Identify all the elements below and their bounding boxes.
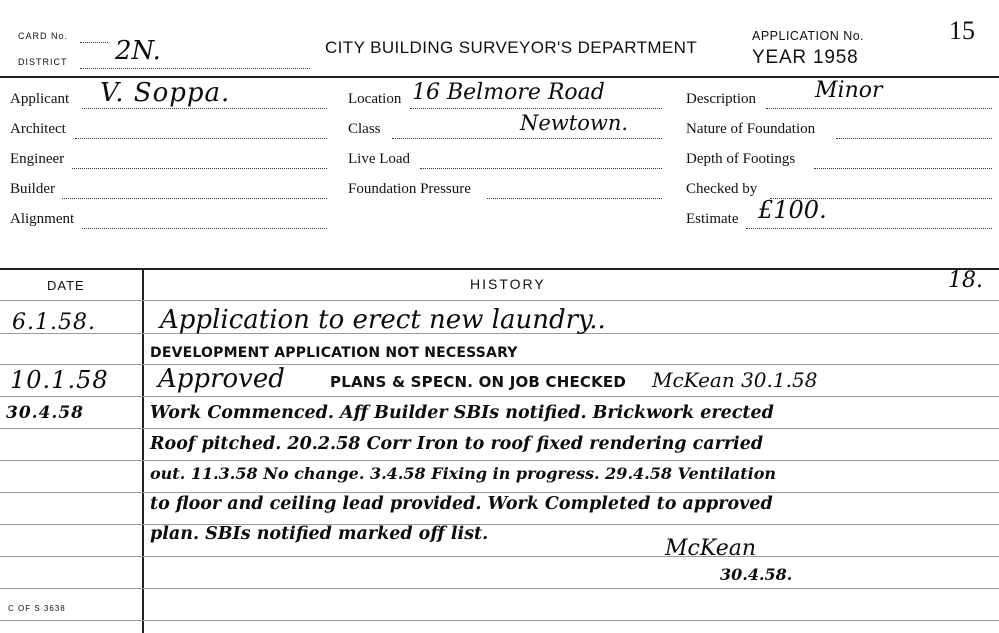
checked-by-label: Checked by	[686, 181, 758, 197]
live-load-line	[420, 168, 662, 169]
alignment-line	[82, 228, 327, 229]
history-entry: Approved	[158, 364, 285, 394]
history-date: 10.1.58	[10, 366, 109, 394]
history-top-rule	[0, 268, 999, 270]
history-entry: out. 11.3.58 No change. 3.4.58 Fixing in progress. 29.4.58 Ventilation	[150, 464, 776, 483]
final-date: 30.4.58.	[720, 565, 793, 584]
form-code: C OF S 3638	[8, 604, 66, 613]
history-date: 30.4.58	[6, 403, 84, 423]
ruled-line	[0, 492, 999, 493]
ruled-line	[0, 396, 999, 397]
history-date: 6.1.58.	[12, 310, 96, 335]
history-header-line	[0, 300, 999, 301]
history-entry: Work Commenced. Aff Builder SBIs notified. Brickwork erected	[150, 403, 774, 423]
foundation-pressure-label: Foundation Pressure	[348, 181, 471, 197]
location-label: Location	[348, 91, 402, 107]
class-value: Newtown.	[520, 111, 629, 135]
depth-of-footings-label: Depth of Footings	[686, 151, 796, 167]
applicant-line	[82, 108, 327, 109]
depth-line	[814, 168, 992, 169]
location-line	[410, 108, 662, 109]
history-entry: to floor and ceiling lead provided. Work Completed to approved	[150, 494, 773, 514]
alignment-label: Alignment	[10, 211, 75, 227]
plans-checked-stamp: PLANS & SPECN. ON JOB CHECKED	[330, 373, 627, 391]
date-column-divider	[142, 268, 144, 633]
date-header: DATE	[47, 278, 85, 293]
history-header: HISTORY	[470, 276, 546, 292]
estimate-label: Estimate	[686, 211, 739, 227]
nature-of-foundation-label: Nature of Foundation	[686, 121, 816, 137]
foundation-pressure-line	[487, 198, 662, 199]
district-line	[80, 68, 310, 69]
ruled-line	[0, 428, 999, 429]
class-label: Class	[348, 121, 381, 137]
architect-label: Architect	[10, 121, 66, 137]
card-number: 15	[949, 16, 975, 45]
ruled-line	[0, 620, 999, 621]
card-no-label: CARD No.	[18, 31, 69, 41]
applicant-label: Applicant	[10, 91, 70, 107]
description-value: Minor	[815, 78, 883, 103]
card-no-line	[80, 42, 108, 43]
district-value: 2N.	[115, 36, 161, 66]
estimate-value: £100.	[758, 196, 827, 224]
location-value: 16 Belmore Road	[412, 80, 605, 105]
history-entry: Application to erect new laundry..	[160, 305, 606, 335]
ruled-line	[0, 460, 999, 461]
description-line	[766, 108, 992, 109]
page-mark: 18.	[948, 268, 983, 293]
architect-line	[75, 138, 327, 139]
signature: McKean 30.1.58	[652, 368, 818, 392]
applicant-value: V. Soppa.	[100, 78, 231, 108]
department-title: CITY BUILDING SURVEYOR'S DEPARTMENT	[325, 38, 698, 57]
builder-line	[62, 198, 327, 199]
estimate-line	[746, 228, 992, 229]
history-entry-stamp: DEVELOPMENT APPLICATION NOT NECESSARY	[150, 345, 518, 361]
class-line	[392, 138, 662, 139]
live-load-label: Live Load	[348, 151, 411, 167]
engineer-line	[72, 168, 327, 169]
ruled-line	[0, 556, 999, 557]
description-label: Description	[686, 91, 756, 107]
nature-line	[836, 138, 992, 139]
ruled-line	[0, 588, 999, 589]
ruled-line	[0, 364, 999, 365]
engineer-label: Engineer	[10, 151, 65, 167]
history-entry: plan. SBIs notified marked off list.	[150, 524, 489, 544]
application-no-label: APPLICATION No.	[752, 29, 865, 43]
year-label: YEAR 1958	[752, 47, 859, 68]
district-label: DISTRICT	[18, 57, 68, 67]
final-signature: McKean	[665, 536, 756, 561]
builder-label: Builder	[10, 181, 55, 197]
history-entry: Roof pitched. 20.2.58 Corr Iron to roof fixed rendering carried	[150, 434, 764, 454]
